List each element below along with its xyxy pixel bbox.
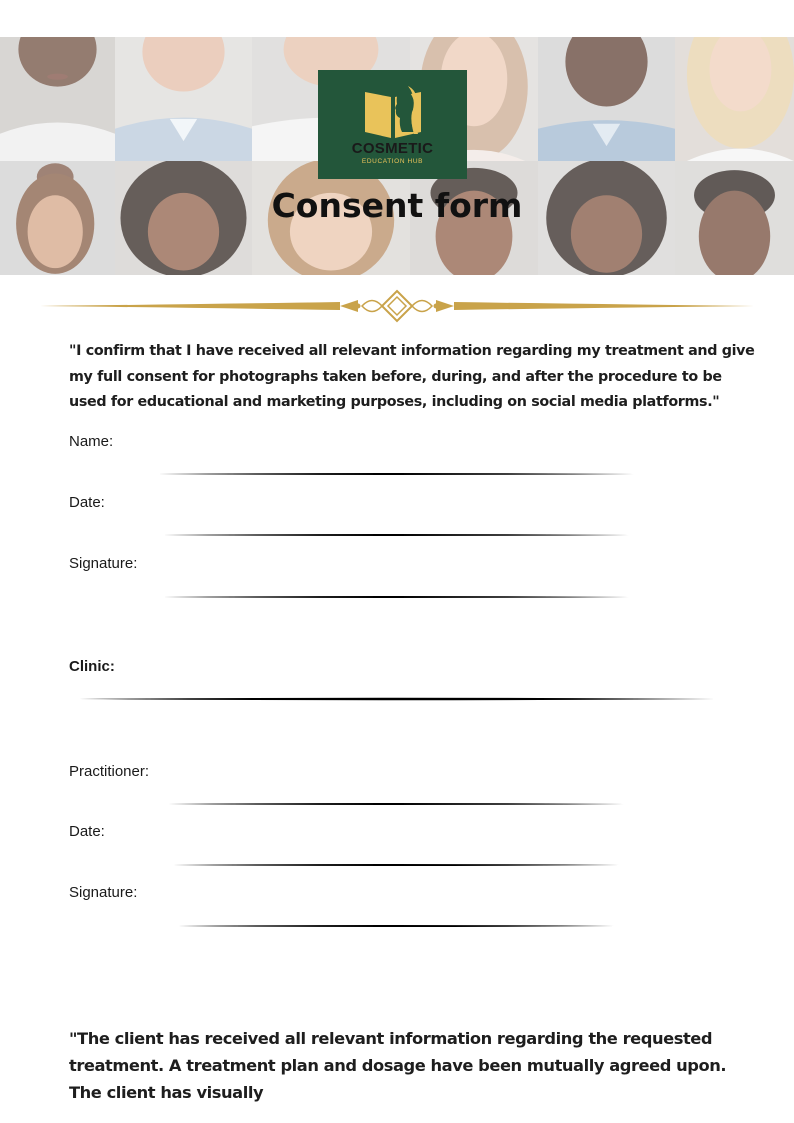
practitioner-label: Practitioner: bbox=[69, 763, 150, 780]
practitioner-statement: "The client has received all relevant information regarding the requested treatment. A treatment plan and dosage have been mutually agreed upon. The client has visually bbox=[69, 1029, 727, 1102]
client-consent-statement: "I confirm that I have received all relevant information regarding my treatment and give my full consent for photographs taken before, during, and after the procedure to be used for educational and marketing purposes, including on social media platforms." bbox=[69, 343, 755, 410]
practitioner-date-line[interactable] bbox=[173, 860, 619, 870]
logo-subtext: EDUCATION HUB bbox=[361, 158, 424, 165]
practitioner-line[interactable] bbox=[168, 799, 624, 809]
page-title: Consent form bbox=[271, 186, 523, 225]
brand-logo bbox=[318, 70, 467, 179]
signature-line[interactable] bbox=[163, 592, 629, 602]
header-photo-banner bbox=[0, 37, 794, 275]
name-signature-line[interactable] bbox=[158, 469, 634, 479]
clinic-line[interactable] bbox=[79, 694, 715, 704]
name-label: Name: bbox=[69, 433, 114, 450]
clinic-label: Clinic: bbox=[69, 658, 115, 675]
signature-label: Signature: bbox=[69, 555, 138, 572]
date-line[interactable] bbox=[163, 530, 629, 540]
practitioner-date-label: Date: bbox=[69, 823, 105, 840]
logo-text: COSMETIC bbox=[351, 140, 434, 157]
practitioner-signature-label: Signature: bbox=[69, 884, 138, 901]
open-book-profile-icon bbox=[362, 82, 424, 140]
date-label: Date: bbox=[69, 494, 105, 511]
ornamental-divider bbox=[40, 289, 754, 323]
practitioner-signature-line[interactable] bbox=[178, 921, 614, 931]
